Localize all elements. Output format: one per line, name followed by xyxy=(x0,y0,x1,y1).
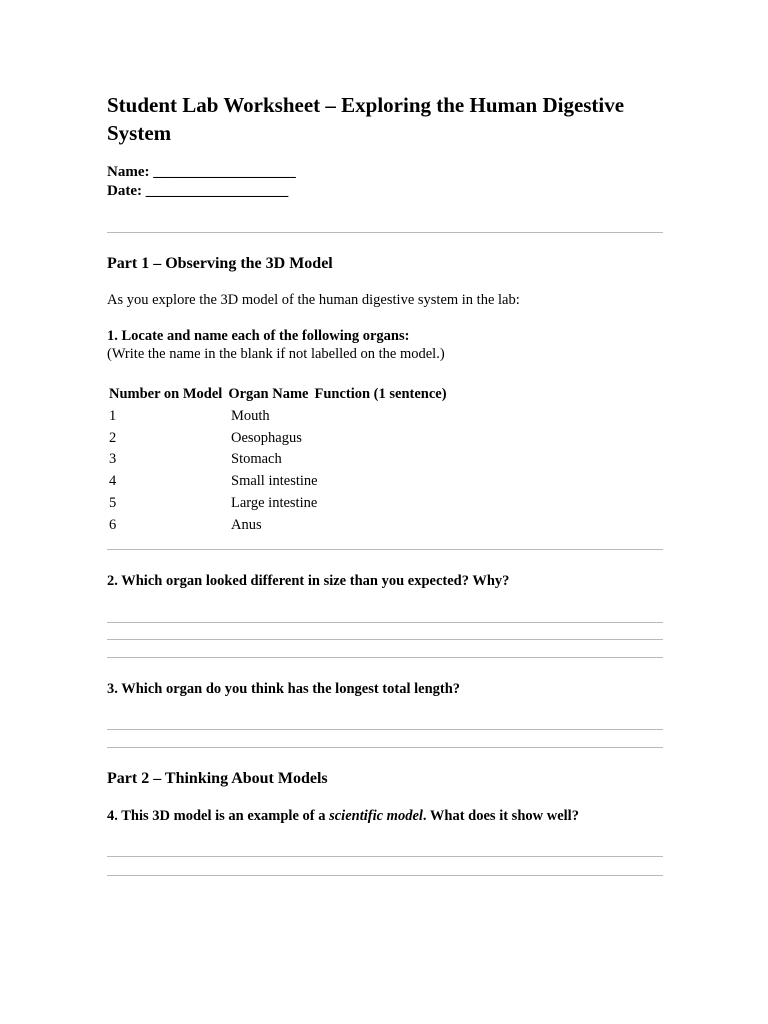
question-4-prefix: 4. This 3D model is an example of a xyxy=(107,808,330,824)
row-organ: Large intestine xyxy=(231,494,318,511)
divider-rule xyxy=(107,549,663,550)
table-row xyxy=(109,428,453,450)
worksheet-title: Student Lab Worksheet – Exploring the Human Digestive System xyxy=(107,93,625,145)
question-4-suffix: . What does it show well? xyxy=(422,808,579,824)
row-number: 3 xyxy=(109,451,117,468)
row-number: 1 xyxy=(109,407,117,424)
table-row xyxy=(109,515,453,537)
answer-line xyxy=(107,729,663,730)
question-2: 2. Which organ looked different in size than you expected? Why? xyxy=(107,573,510,589)
answer-line xyxy=(107,856,663,857)
organ-table-header xyxy=(109,384,453,406)
row-number: 2 xyxy=(109,429,117,446)
question-4 xyxy=(107,807,579,825)
row-number: 4 xyxy=(109,473,117,490)
header-number-on-model: Number on Model xyxy=(109,386,223,402)
answer-line xyxy=(107,622,663,623)
answer-line xyxy=(107,639,663,640)
row-organ: Oesophagus xyxy=(231,429,302,446)
name-field: Name: ___________________ xyxy=(107,164,296,180)
part2-heading: Part 2 – Thinking About Models xyxy=(107,770,328,787)
answer-line xyxy=(107,657,663,658)
row-organ: Small intestine xyxy=(231,473,318,490)
header-function: Function (1 sentence) xyxy=(314,386,447,402)
header-organ-name: Organ Name xyxy=(228,386,309,402)
part1-intro: As you explore the 3D model of the human digestive system in the lab: xyxy=(107,292,520,308)
answer-line xyxy=(107,875,663,876)
part1-heading: Part 1 – Observing the 3D Model xyxy=(107,255,333,272)
divider-rule xyxy=(107,232,663,233)
table-row xyxy=(109,406,453,428)
table-row xyxy=(109,493,453,515)
question-4-emphasis: scientific model xyxy=(329,808,423,824)
answer-line xyxy=(107,747,663,748)
row-organ: Mouth xyxy=(231,407,270,424)
table-row xyxy=(109,449,453,471)
row-number: 5 xyxy=(109,494,117,511)
row-organ: Stomach xyxy=(231,451,282,468)
row-organ: Anus xyxy=(231,516,262,533)
date-field: Date: ___________________ xyxy=(107,183,289,199)
question-1-note: (Write the name in the blank if not labelled on the model.) xyxy=(107,346,445,362)
question-3: 3. Which organ do you think has the longest total length? xyxy=(107,681,461,697)
organ-table xyxy=(109,384,453,537)
question-1: 1. Locate and name each of the following organs: xyxy=(107,328,410,344)
row-number: 6 xyxy=(109,516,117,533)
table-row xyxy=(109,471,453,493)
